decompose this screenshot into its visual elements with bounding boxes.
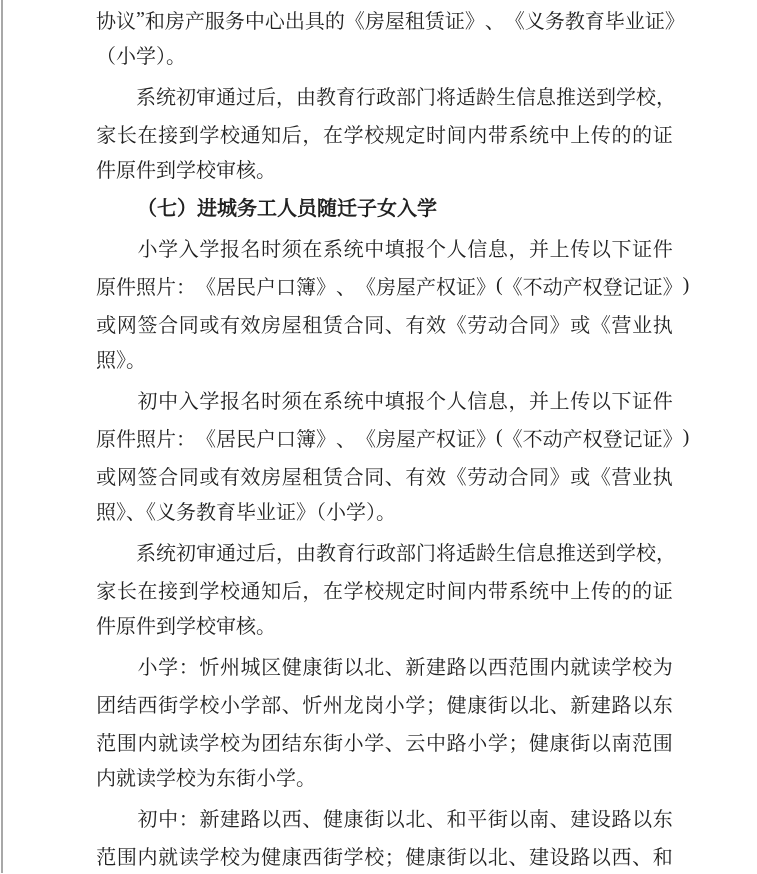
text-line: 初 中 入 学 报 名 时 须 在 系 统 中 填 报 个 人 信 息 ， 并 上 传 以 下 证 件 <box>137 390 673 413</box>
text-line: 件原件到学校审核。 <box>96 616 276 638</box>
text-line: 或 网 签 合 同 或 有 效 房 屋 租 赁 合 同 、 有 效 《 劳 动 合 同 》 或 《 营 业 执 <box>96 466 673 489</box>
page-left-edge-line <box>1 0 3 873</box>
text-line: 小 学 ： 忻 州 城 区 健 康 街 以 北 、 新 建 路 以 西 范 围 内 就 读 学 校 为 <box>137 656 673 679</box>
text-line: 小 学 入 学 报 名 时 须 在 系 统 中 填 报 个 人 信 息 ， 并 上 传 以 下 证 件 <box>137 238 673 261</box>
text-line: 照》。 <box>96 350 146 372</box>
text-line: 系 统 初 审 通 过 后 ， 由 教 育 行 政 部 门 将 适 龄 生 信 息 推 送 到 学 校 ， <box>136 542 676 565</box>
text-line: 范 围 内 就 读 学 校 为 团 结 东 街 小 学 、 云 中 路 小 学 ； 健 康 街 以 南 范 围 <box>96 732 673 755</box>
text-line: 初 中 ： 新 建 路 以 西 、 健 康 街 以 北 、 和 平 街 以 南 、 建 设 路 以 东 <box>137 808 673 831</box>
text-line: （小学）。 <box>96 46 186 68</box>
text-line: 协 议 ” 和 房 产 服 务 中 心 出 具 的 《 房 屋 租 赁 证 》 、 《 义 务 教 育 毕 业 证 》 <box>96 7 685 33</box>
text-line: 系 统 初 审 通 过 后 ， 由 教 育 行 政 部 门 将 适 龄 生 信 息 推 送 到 学 校 ， <box>136 86 676 109</box>
text-line: 家 长 在 接 到 学 校 通 知 后 ， 在 学 校 规 定 时 间 内 带 系 统 中 上 传 的 的 证 <box>96 124 673 147</box>
text-line: 件原件到学校审核。 <box>96 160 276 182</box>
text-line: 原 件 照 片 ： 《 居 民 户 口 簿 》 、 《 房 屋 产 权 证 》 ( 《 不 动 产 权 登 记 证 》 ) <box>96 425 690 451</box>
document-body <box>96 0 690 874</box>
text-line: 团 结 西 街 学 校 小 学 部 、 忻 州 龙 岗 小 学 ； 健 康 街 以 北 、 新 建 路 以 东 <box>96 694 673 717</box>
text-line: 家 长 在 接 到 学 校 通 知 后 ， 在 学 校 规 定 时 间 内 带 系 统 中 上 传 的 的 证 <box>96 580 673 603</box>
text-line: 内就读学校为东街小学。 <box>96 768 316 790</box>
text-line: 范 围 内 就 读 学 校 为 健 康 西 街 学 校 ； 健 康 街 以 北 、 建 设 路 以 西 、 和 <box>96 846 673 869</box>
text-line: 原 件 照 片 ： 《 居 民 户 口 簿 》 、 《 房 屋 产 权 证 》 ( 《 不 动 产 权 登 记 证 》 ) <box>96 273 690 299</box>
text-line: 照》、《义务教育毕业证》（小学）。 <box>96 502 396 524</box>
section-heading: （七）进城务工人员随迁子女入学 <box>137 198 437 220</box>
text-line: 或 网 签 合 同 或 有 效 房 屋 租 赁 合 同 、 有 效 《 劳 动 合 同 》 或 《 营 业 执 <box>96 314 673 337</box>
